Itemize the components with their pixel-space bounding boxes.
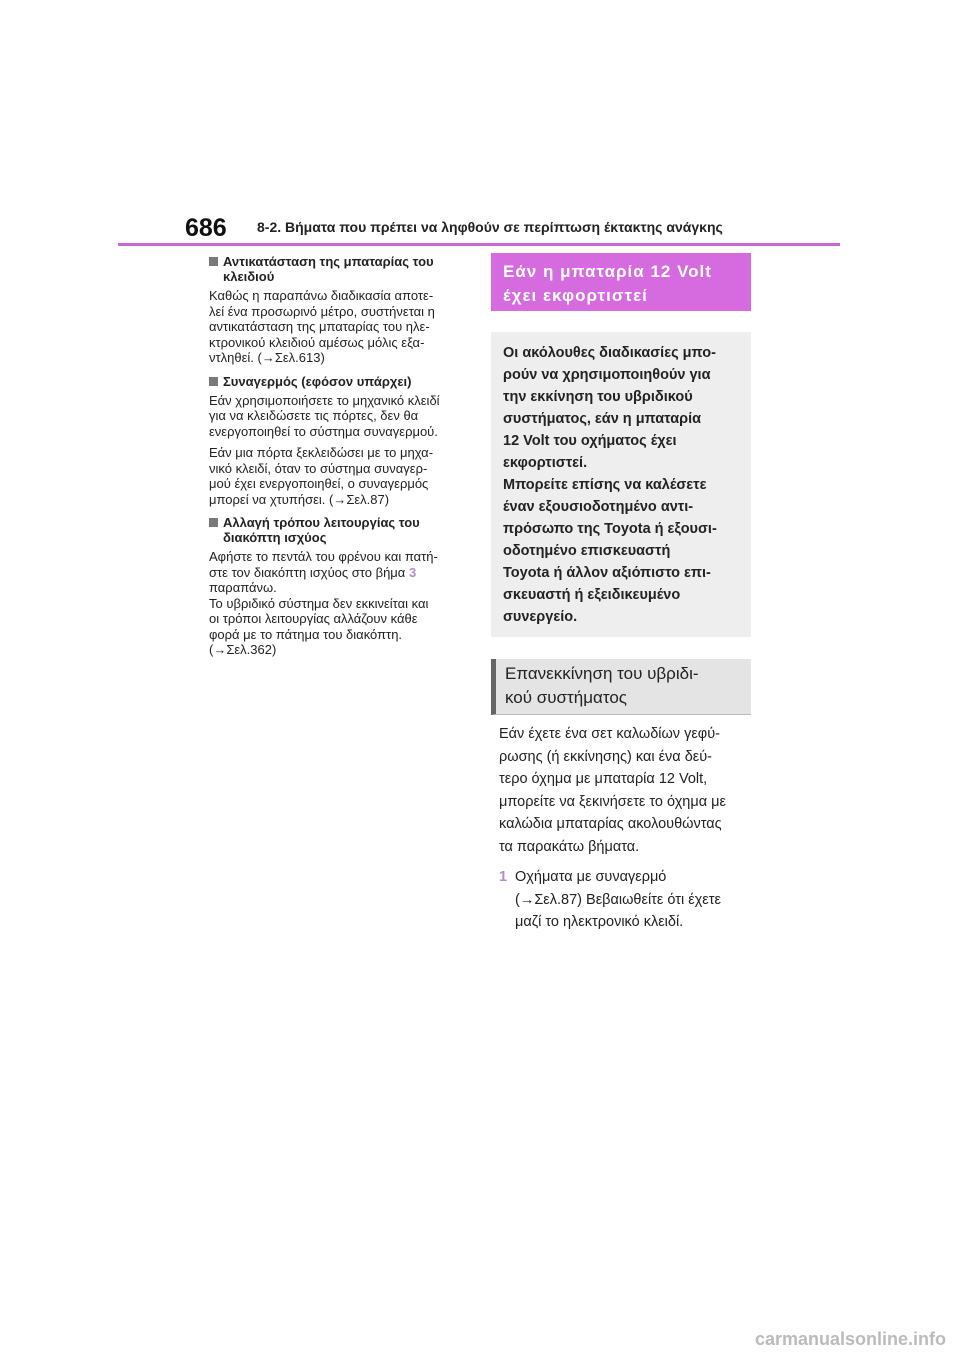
page-number: 686 (185, 214, 227, 242)
section-heading: Αλλαγή τρόπου λειτουργίας του διακόπτη ισχύος (223, 515, 420, 545)
step-1 (491, 866, 751, 934)
header-divider (118, 243, 840, 246)
step-text: Οχήματα με συναγερμό (→Σελ.87) Βεβαιωθείτε ότι έχετε μαζί το ηλεκτρονικό κλειδί. (515, 869, 721, 930)
left-column (209, 254, 467, 666)
section-power-switch (209, 515, 467, 658)
section-key-battery (209, 254, 467, 366)
square-bullet-icon (209, 518, 218, 527)
section-paragraph: Αφήστε το πεντάλ του φρένου και πατή- στε τον διακόπτη ισχύος στο βήμα 3 παραπάνω. Το υβριδικό σύστημα δεν εκκινείται και οι τρόποι λειτουργίας αλλάζουν κάθε φορά με το πάτημα του διακόπτη. (→Σελ.362) (209, 549, 438, 657)
square-bullet-icon (209, 377, 218, 386)
right-column (491, 253, 751, 934)
step-number: 1 (499, 869, 508, 885)
section-paragraph: Καθώς η παραπάνω διαδικασία αποτε- λεί ένα προσωρινό μέτρο, συστήνεται η αντικατάσταση της μπαταρίας του ηλε- κτρονικού κλειδιού αμέσως μόλις εξα- ντληθεί. (→Σελ.613) (209, 288, 435, 365)
step-reference: 3 (408, 564, 417, 580)
section-heading: Συναγερμός (εφόσον υπάρχει) (223, 373, 412, 389)
section-heading-restart: Επανεκκίνηση του υβριδι- κού συστήματος (491, 659, 751, 715)
section-paragraph: Εάν μια πόρτα ξεκλειδώσει με το μηχα- νικό κλειδί, όταν το σύστημα συναγερ- μού έχει ενεργοποιηθεί, ο συναγερμός μπορεί να χτυπήσει. (→Σελ.87) (209, 445, 434, 507)
chapter-title: 8-2. Βήματα που πρέπει να ληφθούν σε περίπτωση έκτακτης ανάγκης (257, 219, 723, 235)
section-heading: Αντικατάσταση της μπαταρίας του κλειδιού (223, 254, 434, 284)
section-alarm (209, 374, 467, 508)
section-heading-battery-discharged: Εάν η μπαταρία 12 Volt έχει εκφορτιστεί (491, 253, 751, 311)
page-header (0, 0, 960, 250)
watermark: carmanualsonline.info (754, 1329, 946, 1349)
square-bullet-icon (209, 257, 218, 266)
info-box: Οι ακόλουθες διαδικασίες μπο- ρούν να χρησιμοποιηθούν για την εκκίνηση του υβριδικού συστήματος, εάν η μπαταρία 12 Volt του οχήματος έχει εκφορτιστεί. Μπορείτε επίσης να καλέσετε έναν εξουσιοδοτημένο αντι- πρόσωπο της Toyota ή εξουσι- οδοτημένο επισκευαστή Toyota ή άλλον αξιόπιστο επι- σκευαστή ή εξειδικευμένο συνεργείο. (491, 332, 751, 637)
section-paragraph: Εάν χρησιμοποιήσετε το μηχανικό κλειδί για να κλειδώσετε τις πόρτες, δεν θα ενεργοποιηθεί το σύστημα συναγερμού. (209, 392, 440, 439)
body-paragraph: Εάν έχετε ένα σετ καλωδίων γεφύ- ρωσης (ή εκκίνησης) και ένα δεύ- τερο όχημα με μπαταρία 12 Volt, μπορείτε να ξεκινήσετε το όχημα με καλώδια μπαταρίας ακολουθώντας τα παρακάτω βήματα. (499, 726, 726, 855)
